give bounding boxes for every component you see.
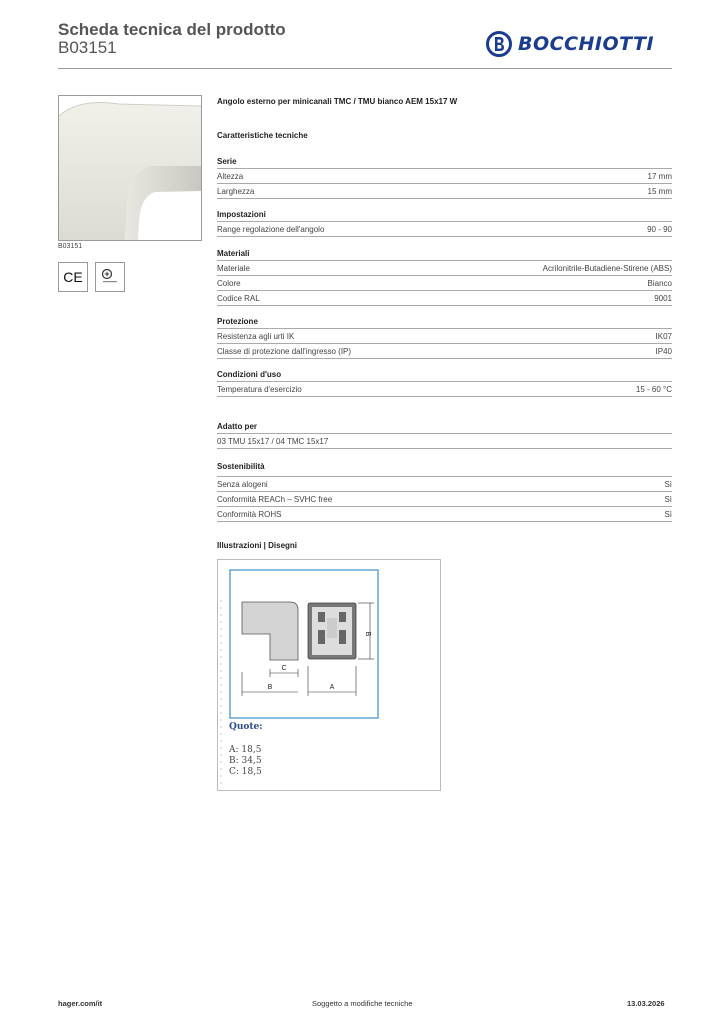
illustrations-heading: Illustrazioni | Disegni [217, 541, 298, 550]
spec-row: Senza alogeni Sì [217, 476, 672, 491]
section-adatto-title: Adatto per [217, 422, 257, 431]
spec-row: Altezza 17 mm [217, 168, 672, 183]
header-divider [58, 68, 672, 69]
dim-label-a: A [329, 684, 335, 691]
bocchiotti-logo-icon [486, 31, 512, 57]
product-image [58, 95, 202, 241]
brand-name: BOCCHIOTTI [518, 33, 655, 55]
spec-row: Temperatura d'esercizio 15 - 60 °C [217, 381, 672, 397]
quote-c: C: 18,5 [229, 767, 262, 777]
brand-logo [486, 29, 654, 59]
section-sostenibilita-title: Sostenibilità [217, 462, 265, 471]
section-serie-title: Serie [217, 157, 237, 166]
spec-row: Classe di protezione dall'ingresso (IP) IP40 [217, 343, 672, 359]
image-caption: B03151 [58, 243, 83, 250]
spec-row: Colore Bianco [217, 275, 672, 290]
spec-row: Resistenza agli urti IK IK07 [217, 328, 672, 343]
spec-row: Conformità ROHS Sì [217, 506, 672, 522]
spec-row: Conformità REACh – SVHC free Sì [217, 491, 672, 506]
dim-label-b: B [267, 684, 273, 691]
footer-website-link[interactable]: hager.com/it [58, 999, 103, 1008]
imq-mark-icon [95, 262, 125, 292]
dim-label-b-vertical: B [364, 631, 371, 637]
ce-mark-icon: CE [58, 262, 88, 292]
section-materiali-title: Materiali [217, 249, 250, 258]
footer-disclaimer: Soggetto a modifiche tecniche [312, 999, 413, 1008]
section-condizioni-title: Condizioni d'uso [217, 370, 282, 379]
section-protezione-title: Protezione [217, 317, 258, 326]
spec-row: Larghezza 15 mm [217, 183, 672, 199]
product-description: Angolo esterno per minicanali TMC / TMU bianco AEM 15x17 W [217, 97, 458, 106]
page-title: Scheda tecnica del prodotto [58, 20, 286, 39]
quote-a: A: 18,5 [229, 745, 262, 755]
spec-row: 03 TMU 15x17 / 04 TMC 15x17 [217, 433, 672, 449]
quote-b: B: 34,5 [229, 756, 262, 766]
tech-features-heading: Caratteristiche tecniche [217, 131, 308, 140]
footer-date: 13.03.2026 [627, 999, 665, 1008]
dim-label-c: C [281, 665, 287, 672]
spec-row: Range regolazione dell'angolo 90 - 90 [217, 221, 672, 237]
quote-title: Quote: [229, 722, 263, 732]
spec-row: Materiale Acrilonitrile-Butadiene-Stirene (ABS) [217, 260, 672, 275]
technical-drawing [217, 559, 441, 791]
product-code-header: B03151 [58, 38, 117, 57]
spec-row: Codice RAL 9001 [217, 290, 672, 306]
section-impostazioni-title: Impostazioni [217, 210, 266, 219]
